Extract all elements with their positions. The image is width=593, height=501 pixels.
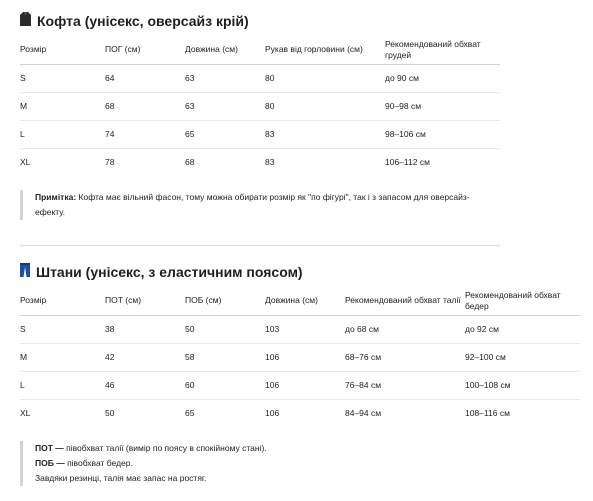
table-cell: 63 [185, 92, 265, 120]
table-cell: 80 [265, 64, 385, 92]
note-label: Примітка: [35, 192, 77, 202]
table-cell: 76–84 см [345, 371, 465, 399]
col-header: Довжина (см) [265, 287, 345, 315]
pants-notes [20, 441, 555, 486]
table-cell: XL [20, 157, 31, 168]
table-cell: 50 [185, 315, 265, 343]
table-cell: 64 [105, 64, 185, 92]
table-cell: 92–100 см [465, 343, 580, 371]
note-label: ПОТ — [35, 443, 64, 453]
table-cell: 100–108 см [465, 371, 580, 399]
table-row [20, 315, 580, 343]
table-cell: 83 [265, 157, 275, 168]
pants-size-table [20, 287, 580, 427]
jacket-title: Кофта (унісекс, оверсайз крій) [37, 12, 249, 29]
table-cell: 50 [105, 408, 115, 419]
table-cell: S [20, 315, 105, 343]
table-cell: 84–94 см [345, 408, 382, 419]
table-header-row [20, 287, 580, 315]
table-cell: 65 [185, 408, 195, 419]
note-text: півобхват бедер. [64, 458, 133, 468]
col-header: Довжина (см) [185, 36, 265, 64]
col-header: ПОТ (см) [105, 287, 185, 315]
table-cell: 106 [265, 371, 345, 399]
note-text: Кофта має вільний фасон, тому можна обирати розмір як "по фігурі", так і з запасом для оверсайз-ефекту. [35, 192, 470, 217]
table-cell: 65 [185, 120, 265, 148]
col-header: Рекомендований обхват грудей [385, 36, 500, 64]
jacket-heading [20, 12, 249, 29]
col-header: Рекомендований обхват талії [345, 287, 465, 315]
jacket-icon [20, 12, 31, 29]
table-cell: L [20, 371, 105, 399]
table-cell: 68 [105, 92, 185, 120]
table-cell: 80 [265, 92, 385, 120]
table-cell: L [20, 120, 105, 148]
col-header: Рукав від горловини (см) [265, 36, 385, 64]
note-line [35, 471, 555, 486]
note-line [35, 456, 555, 471]
table-cell: 78 [105, 157, 115, 168]
table-cell: XL [20, 408, 31, 419]
col-header: Розмір [20, 287, 105, 315]
table-cell: 106 [265, 343, 345, 371]
table-cell: 90–98 см [385, 92, 500, 120]
table-cell: M [20, 92, 105, 120]
table-cell: 68 [185, 157, 195, 168]
table-cell: 38 [105, 315, 185, 343]
col-header: Розмір [20, 36, 105, 64]
table-row [20, 399, 580, 427]
table-cell: 74 [105, 120, 185, 148]
table-row [20, 371, 580, 399]
table-cell: до 92 см [465, 315, 580, 343]
jacket-note [20, 190, 497, 220]
table-row [20, 148, 500, 176]
table-cell: 58 [185, 343, 265, 371]
table-cell: M [20, 343, 105, 371]
note-text: Завдяки резинці, талія має запас на ростяг. [35, 473, 207, 483]
pants-icon [20, 263, 30, 280]
table-cell: S [20, 64, 105, 92]
table-row [20, 64, 500, 92]
table-cell: 60 [185, 371, 265, 399]
table-cell: 106–112 см [385, 157, 430, 168]
table-cell: 106 [265, 408, 280, 419]
pants-heading [20, 263, 303, 280]
section-divider [20, 245, 500, 246]
pants-title: Штани (унісекс, з еластичним поясом) [36, 263, 303, 280]
col-header: ПОГ (см) [105, 36, 185, 64]
table-cell: до 90 см [385, 64, 500, 92]
table-cell: до 68 см [345, 315, 465, 343]
jacket-size-table [20, 36, 500, 176]
table-cell: 83 [265, 120, 385, 148]
note-text: півобхват талії (вимір по поясу в спокійному стані). [63, 443, 267, 453]
table-cell: 108–116 см [465, 408, 510, 419]
table-header-row [20, 36, 500, 64]
note-label: ПОБ — [35, 458, 65, 468]
table-cell: 98–106 см [385, 120, 500, 148]
table-row [20, 92, 500, 120]
table-cell: 63 [185, 64, 265, 92]
table-cell: 42 [105, 343, 185, 371]
table-cell: 68–76 см [345, 343, 465, 371]
table-cell: 103 [265, 315, 345, 343]
table-row [20, 343, 580, 371]
col-header: ПОБ (см) [185, 287, 265, 315]
note-line [35, 441, 555, 456]
table-cell: 46 [105, 371, 185, 399]
col-header: Рекомендований обхват бедер [465, 287, 580, 315]
table-row [20, 120, 500, 148]
